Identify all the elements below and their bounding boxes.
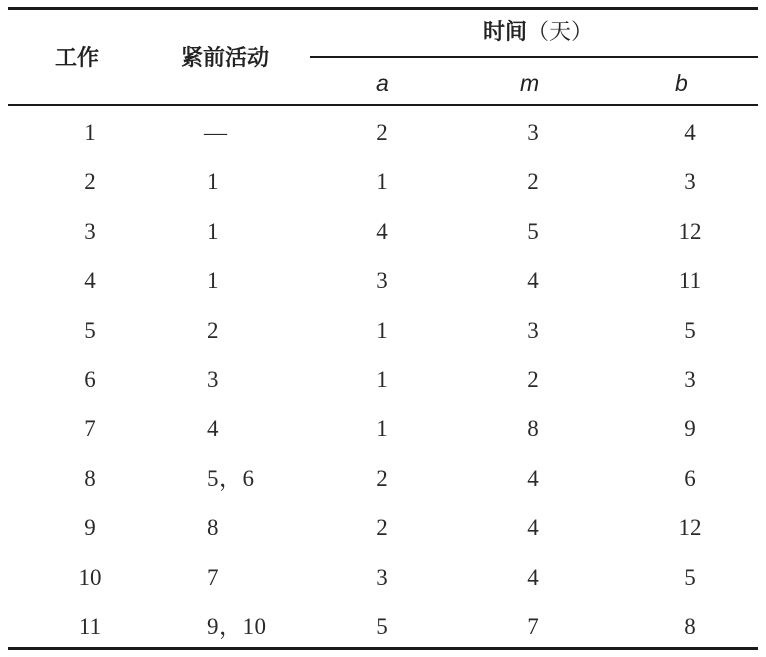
cell-predecessor: 2 (207, 317, 219, 343)
header-work: 工作 (55, 46, 100, 71)
header-sub-b: b (675, 70, 688, 96)
table-row (0, 355, 766, 404)
header-time-label: 时间 (483, 20, 528, 45)
table-top-rule (8, 7, 758, 10)
cell-b: 9 (684, 416, 696, 442)
header-time-unit: （天） (527, 20, 594, 45)
table-row (0, 454, 766, 503)
cell-work: 4 (84, 268, 96, 294)
header-predecessor: 紧前活动 (181, 46, 270, 71)
cell-work: 2 (84, 169, 96, 195)
cell-work: 10 (78, 564, 102, 590)
cell-work: 5 (84, 317, 96, 343)
cell-a: 3 (376, 268, 388, 294)
cell-m: 4 (527, 515, 539, 541)
cell-b: 5 (684, 317, 696, 343)
cell-b: 4 (684, 120, 696, 145)
cell-b: 6 (684, 465, 696, 491)
header-sub-m: m (520, 70, 540, 96)
header-bottom-rule (8, 104, 758, 106)
cell-m: 4 (527, 268, 539, 294)
cell-m: 4 (527, 465, 539, 491)
table-row (0, 306, 766, 355)
cell-predecessor: 9，10 (207, 614, 267, 639)
cell-a: 1 (376, 367, 388, 392)
cell-work: 7 (84, 416, 96, 442)
cell-predecessor: 7 (207, 564, 219, 590)
cell-m: 3 (527, 120, 539, 145)
cell-predecessor: 4 (207, 416, 219, 442)
cell-predecessor: 1 (207, 268, 219, 294)
table-row (0, 553, 766, 602)
cell-a: 2 (376, 465, 388, 491)
table-row (0, 108, 766, 157)
cell-b: 5 (684, 564, 696, 590)
cell-a: 3 (376, 564, 388, 590)
cell-predecessor: 3 (207, 367, 219, 392)
cell-predecessor: 1 (207, 169, 219, 195)
cell-work: 1 (84, 120, 96, 145)
cell-work: 11 (78, 614, 102, 639)
cell-m: 3 (527, 317, 539, 343)
cell-b: 3 (684, 367, 696, 392)
table-row (0, 256, 766, 305)
cell-a: 5 (376, 614, 388, 639)
cell-m: 2 (527, 367, 539, 392)
cell-a: 4 (376, 218, 388, 244)
cell-predecessor: 5，6 (207, 465, 255, 491)
table-row (0, 602, 766, 651)
cell-b: 11 (678, 268, 702, 294)
cell-work: 6 (84, 367, 96, 392)
cell-m: 2 (527, 169, 539, 195)
cell-m: 7 (527, 614, 539, 639)
cell-b: 12 (678, 218, 702, 244)
cell-work: 8 (84, 465, 96, 491)
cell-a: 1 (376, 416, 388, 442)
table-row (0, 157, 766, 206)
cell-a: 2 (376, 120, 388, 145)
cell-predecessor: — (204, 120, 228, 145)
table-row (0, 503, 766, 552)
table-row (0, 404, 766, 453)
cell-a: 1 (376, 169, 388, 195)
cell-predecessor: 1 (207, 218, 219, 244)
cell-predecessor: 8 (207, 515, 219, 541)
cell-work: 9 (84, 515, 96, 541)
cell-b: 3 (684, 169, 696, 195)
cell-m: 5 (527, 218, 539, 244)
header-sub-a: a (376, 70, 389, 96)
header-time (483, 20, 593, 46)
cell-m: 8 (527, 416, 539, 442)
cell-b: 8 (684, 614, 696, 639)
cell-a: 1 (376, 317, 388, 343)
cell-a: 2 (376, 515, 388, 541)
cell-work: 3 (84, 218, 96, 244)
table-row (0, 207, 766, 256)
cell-b: 12 (678, 515, 702, 541)
cell-m: 4 (527, 564, 539, 590)
time-header-rule (310, 56, 758, 58)
